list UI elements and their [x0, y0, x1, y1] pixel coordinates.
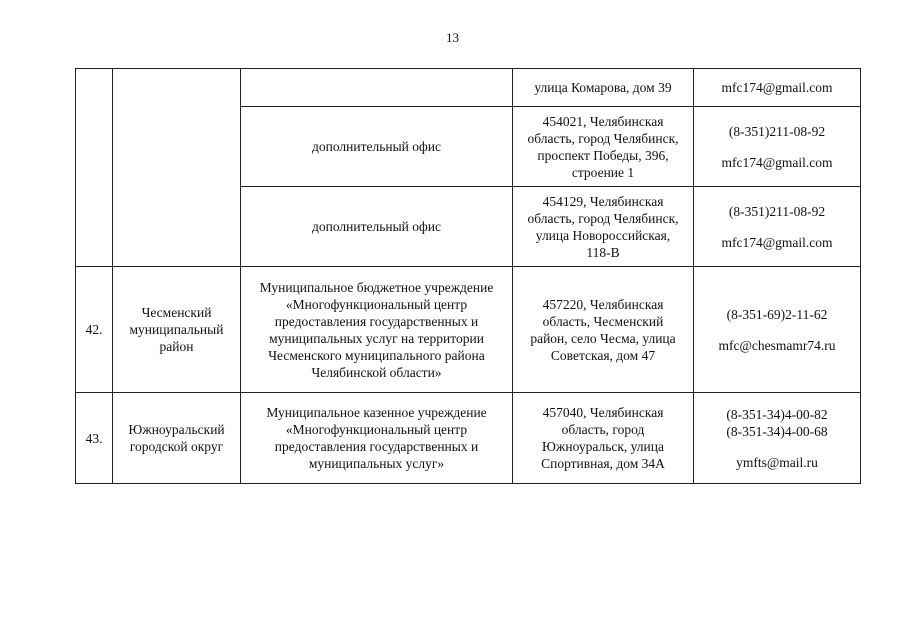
phone: (8-351)211-08-92 — [728, 123, 826, 139]
address-line: район, село Чесма, улица — [530, 330, 676, 346]
mfc-registry-table — [75, 68, 861, 484]
address-line: 118-В — [586, 244, 620, 260]
number-cell — [76, 267, 113, 393]
name-cell — [241, 187, 513, 267]
district-cell — [113, 393, 241, 484]
office-name: дополнительный офис — [312, 139, 441, 154]
address-line: Советская, дом 47 — [550, 347, 656, 363]
address-line: улица Новороссийская, — [535, 227, 671, 243]
institution-line: «Многофункциональный центр — [285, 296, 468, 312]
phone: (8-351)211-08-92 — [728, 203, 826, 219]
name-cell — [241, 267, 513, 393]
phone: (8-351-34)4-00-82 — [726, 406, 828, 422]
table-row — [76, 393, 861, 484]
district-line: городской округ — [129, 439, 224, 454]
row-number: 43. — [85, 430, 103, 446]
address-line: 457220, Челябинская — [542, 296, 664, 312]
address-cell — [513, 267, 694, 393]
institution-line: Муниципальное бюджетное учреждение — [259, 279, 494, 295]
address-line: 457040, Челябинская — [542, 405, 664, 420]
row-number: 42. — [85, 322, 103, 337]
district-line: Южноуральский — [128, 422, 225, 437]
address-line: проспект Победы, 396, — [537, 147, 669, 163]
table-row — [76, 69, 861, 107]
district-line: район — [159, 339, 194, 354]
address-line: область, город Челябинск, — [527, 130, 679, 146]
address-line: область, Чесменский — [542, 313, 664, 329]
contacts-cell — [694, 267, 861, 393]
email: mfc174@gmail.com — [721, 154, 833, 170]
email: mfc174@gmail.com — [721, 80, 833, 95]
phone: (8-351-69)2-11-62 — [726, 306, 828, 322]
table-row — [76, 267, 861, 393]
name-cell — [241, 69, 513, 107]
address-line: 454129, Челябинская — [542, 193, 664, 209]
number-cell — [76, 393, 113, 484]
email: ymfts@mail.ru — [736, 454, 818, 470]
address-line: область, город — [561, 422, 645, 437]
institution-line: Чесменского муниципального района — [268, 347, 485, 363]
phone: (8-351-34)4-00-68 — [726, 423, 828, 439]
email: mfc@chesmamr74.ru — [718, 337, 836, 353]
name-cell — [241, 107, 513, 187]
address-line: область, город Челябинск, — [527, 210, 679, 226]
institution-line: Муниципальное казенное учреждение — [266, 405, 487, 420]
district-line: муниципальный — [129, 322, 224, 337]
contacts-cell — [694, 187, 861, 267]
address-cell — [513, 393, 694, 484]
institution-line: предоставления государственных и — [274, 313, 479, 329]
address-cell — [513, 69, 694, 107]
name-cell — [241, 393, 513, 484]
number-cell — [76, 69, 113, 267]
district-line: Чесменский — [141, 305, 212, 320]
address-line: улица Комарова, дом 39 — [534, 80, 672, 95]
office-name: дополнительный офис — [312, 219, 441, 234]
institution-line: Челябинской области» — [311, 364, 442, 380]
email: mfc174@gmail.com — [721, 234, 833, 250]
address-line: строение 1 — [571, 164, 635, 180]
address-line: Спортивная, дом 34А — [541, 456, 665, 471]
district-cell — [113, 69, 241, 267]
address-cell — [513, 187, 694, 267]
district-cell — [113, 267, 241, 393]
address-cell — [513, 107, 694, 187]
contacts-cell — [694, 69, 861, 107]
contacts-cell — [694, 393, 861, 484]
institution-line: предоставления государственных и — [274, 439, 479, 454]
contacts-cell — [694, 107, 861, 187]
page-number: 13 — [446, 30, 459, 45]
institution-line: муниципальных услуг» — [308, 456, 445, 471]
address-line: 454021, Челябинская — [542, 113, 664, 129]
address-line: Южноуральск, улица — [542, 439, 664, 454]
institution-line: «Многофункциональный центр — [285, 422, 468, 437]
institution-line: муниципальных услуг на территории — [269, 330, 484, 346]
